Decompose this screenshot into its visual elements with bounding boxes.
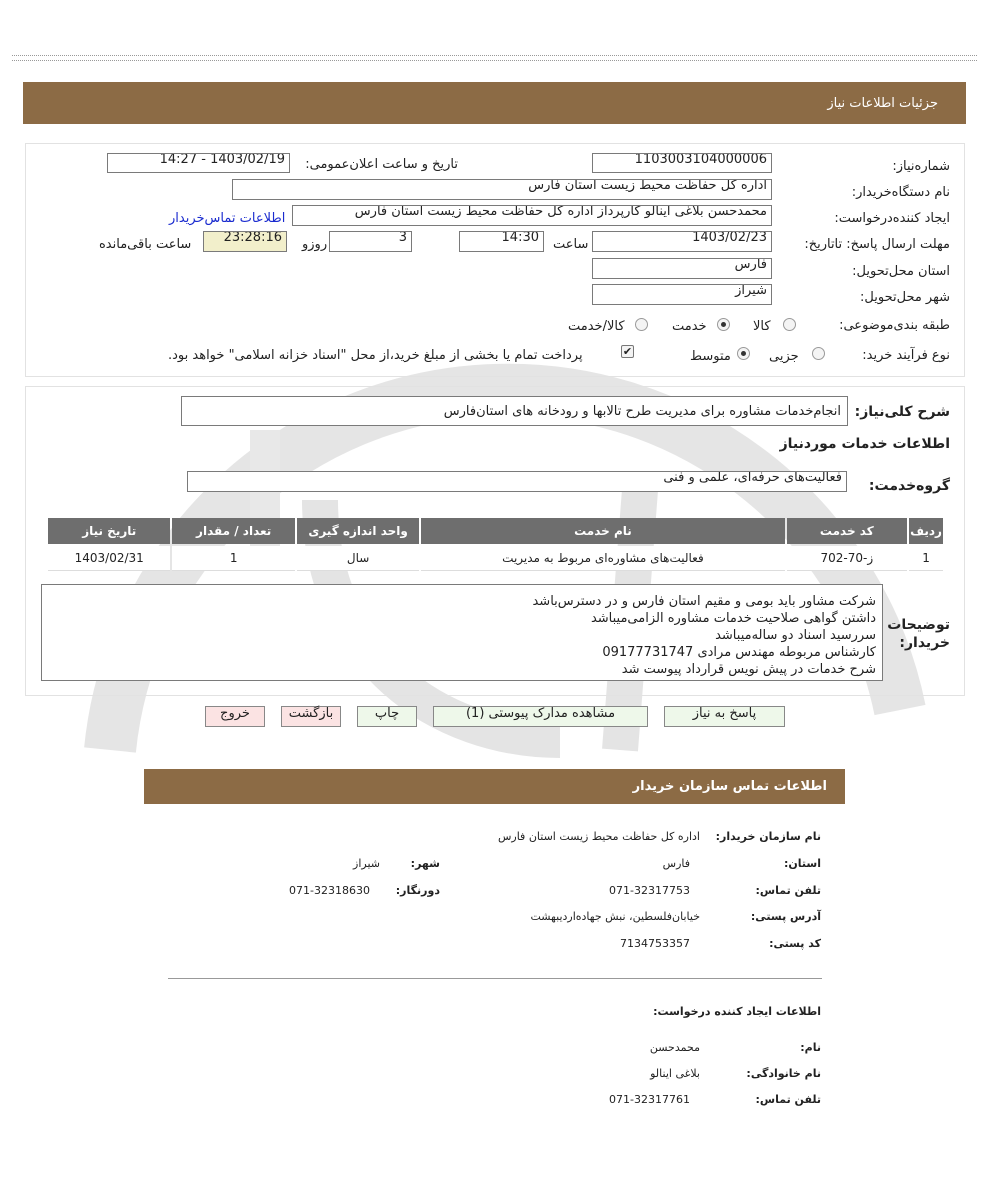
announce-field: 1403/02/19 - 14:27	[107, 153, 290, 173]
contact-province-value: فارس	[662, 857, 690, 870]
category-radio-service[interactable]	[717, 318, 730, 331]
province-label: استان محل‌تحویل:	[852, 264, 950, 279]
note-line: کارشناس مربوطه مهندس مرادی 09177731747	[602, 645, 876, 660]
contact-divider	[168, 978, 822, 979]
deadline-date-field: 1403/02/23	[592, 231, 772, 252]
group-field: فعالیت‌های حرفه‌ای، علمی و فنی	[187, 471, 847, 492]
services-table	[46, 516, 945, 573]
cell-quantity: 1	[172, 546, 294, 571]
exit-button[interactable]: خروج	[205, 706, 265, 727]
note-line: شرکت مشاور باید بومی و مقیم استان فارس و در دسترس‌باشد	[532, 594, 876, 609]
remaining-time-field: 23:28:16	[203, 231, 287, 252]
need-number-label: شماره‌نیاز:	[892, 159, 950, 174]
top-divider	[12, 55, 977, 61]
summary-field: انجام‌خدمات مشاوره برای مدیریت طرح تالابها و رودخانه های استان‌فارس	[181, 396, 848, 426]
back-button[interactable]: بازگشت	[281, 706, 341, 727]
org-value: اداره کل حفاظت محیط زیست استان فارس	[497, 830, 700, 843]
header-bar	[23, 82, 966, 124]
phone-label: تلفن تماس:	[755, 884, 821, 897]
city-field: شیراز	[592, 284, 772, 305]
print-button[interactable]: چاپ	[357, 706, 417, 727]
category-label: طبقه بندی‌موضوعی:	[839, 318, 950, 333]
creator-family-label: نام خانوادگی:	[746, 1067, 821, 1080]
announce-label: تاریخ و ساعت اعلان‌عمومی:	[305, 157, 458, 172]
cell-service-name: فعالیت‌های مشاوره‌ای مربوط به مدیریت	[421, 546, 784, 571]
services-title: اطلاعات خدمات مورد‌نیاز	[779, 436, 950, 452]
note-line: سررسید اسناد دو ساله‌میباشد	[715, 628, 876, 643]
cell-row-no: 1	[909, 546, 943, 571]
cell-need-date: 1403/02/31	[48, 546, 170, 571]
table-row	[48, 546, 943, 571]
contact-header-bar	[144, 769, 845, 804]
creator-name-value: محمدحسن	[649, 1041, 700, 1054]
hour-label: ساعت	[553, 237, 589, 252]
postal-value: 7134753357	[620, 937, 690, 950]
notes-label-1: توضیحات	[887, 617, 950, 633]
payment-checkbox[interactable]: ✔	[622, 345, 633, 358]
process-option-minor: جزیی	[769, 349, 799, 364]
creator-phone-label: تلفن تماس:	[755, 1093, 821, 1106]
page-title: جزئیات اطلاعات نیاز	[827, 96, 938, 111]
category-radio-both[interactable]	[635, 318, 648, 331]
buyer-notes-box	[41, 584, 883, 681]
col-unit: واحد اندازه گیری	[297, 518, 419, 544]
need-number-field: 1103003104000006	[592, 153, 772, 173]
cell-unit: سال	[297, 546, 419, 571]
deadline-label: مهلت ارسال پاسخ: تاتاریخ:	[804, 237, 950, 252]
contact-title: اطلاعات تماس سازمان خریدار	[632, 779, 827, 794]
creator-name-label: نام:	[800, 1041, 821, 1054]
category-radio-goods[interactable]	[783, 318, 796, 331]
attachments-button[interactable]: مشاهده مدارک پیوستی (1)	[433, 706, 648, 727]
province-field: فارس	[592, 258, 772, 279]
creator-label: ایجاد کننده‌درخواست:	[834, 211, 950, 226]
address-value: خیابان‌فلسطین، نبش جهاده‌اردیبهشت	[530, 910, 700, 923]
notes-label-2: خریدار:	[899, 635, 950, 651]
category-option-goods: کالا	[753, 319, 771, 334]
address-label: آدرس پستی:	[750, 910, 821, 923]
phone-value: 071-32317753	[609, 884, 690, 897]
remaining-label: ساعت باقی‌مانده	[99, 237, 192, 252]
process-option-medium: متوسط	[690, 349, 731, 364]
days-label: روزو	[302, 237, 328, 252]
process-radio-minor[interactable]	[812, 347, 825, 360]
process-label: نوع فرآیند خرید:	[862, 348, 950, 363]
col-need-date: تاریخ نیاز	[48, 518, 170, 544]
creator-info-title: اطلاعات ایجاد کننده درخواست:	[653, 1005, 821, 1018]
creator-phone-value: 071-32317761	[609, 1093, 690, 1106]
note-line: شرح خدمات در پیش نویس قرارداد پیوست شد	[621, 662, 876, 677]
org-label: نام سازمان خریدار:	[715, 830, 821, 843]
days-field: 3	[329, 231, 412, 252]
respond-button[interactable]: پاسخ به نیاز	[664, 706, 785, 727]
process-radio-medium[interactable]	[737, 347, 750, 360]
group-label: گروه‌خدمت:	[868, 478, 950, 494]
category-option-both: کالا/خدمت	[568, 319, 625, 334]
deadline-time-field: 14:30	[459, 231, 544, 252]
cell-service-code: ز-70-702	[787, 546, 907, 571]
buyer-org-field: اداره کل حفاظت محیط زیست استان فارس	[232, 179, 772, 200]
note-line: داشتن گواهی صلاحیت خدمات مشاوره الزامی‌میباشد	[590, 611, 876, 626]
col-quantity: تعداد / مقدار	[172, 518, 294, 544]
creator-field: محمدحسن بلاغی اینالو کارپرداز اداره کل حفاظت محیط زیست استان فارس	[292, 205, 772, 226]
col-service-code: کد خدمت	[787, 518, 907, 544]
contact-city-value: شیراز	[353, 857, 380, 870]
buyer-contact-link[interactable]: اطلاعات تماس‌خریدار	[169, 211, 286, 226]
col-service-name: نام خدمت	[421, 518, 784, 544]
city-label: شهر محل‌تحویل:	[860, 290, 950, 305]
creator-family-value: بلاغی اینالو	[650, 1067, 700, 1080]
fax-label: دورنگار:	[395, 884, 440, 897]
category-option-service: خدمت	[672, 319, 707, 334]
table-header-row	[48, 518, 943, 544]
payment-note: پرداخت تمام یا بخشی از مبلغ خرید،از محل "اسناد خزانه اسلامی" خواهد بود.	[168, 348, 583, 363]
fax-value: 071-32318630	[289, 884, 370, 897]
postal-label: کد پستی:	[769, 937, 821, 950]
contact-city-label: شهر:	[410, 857, 440, 870]
buyer-org-label: نام دستگاه‌خریدار:	[851, 185, 950, 200]
contact-province-label: استان:	[784, 857, 821, 870]
summary-label: شرح کلی‌نیاز:	[854, 404, 950, 420]
col-row-no: ردیف	[909, 518, 943, 544]
